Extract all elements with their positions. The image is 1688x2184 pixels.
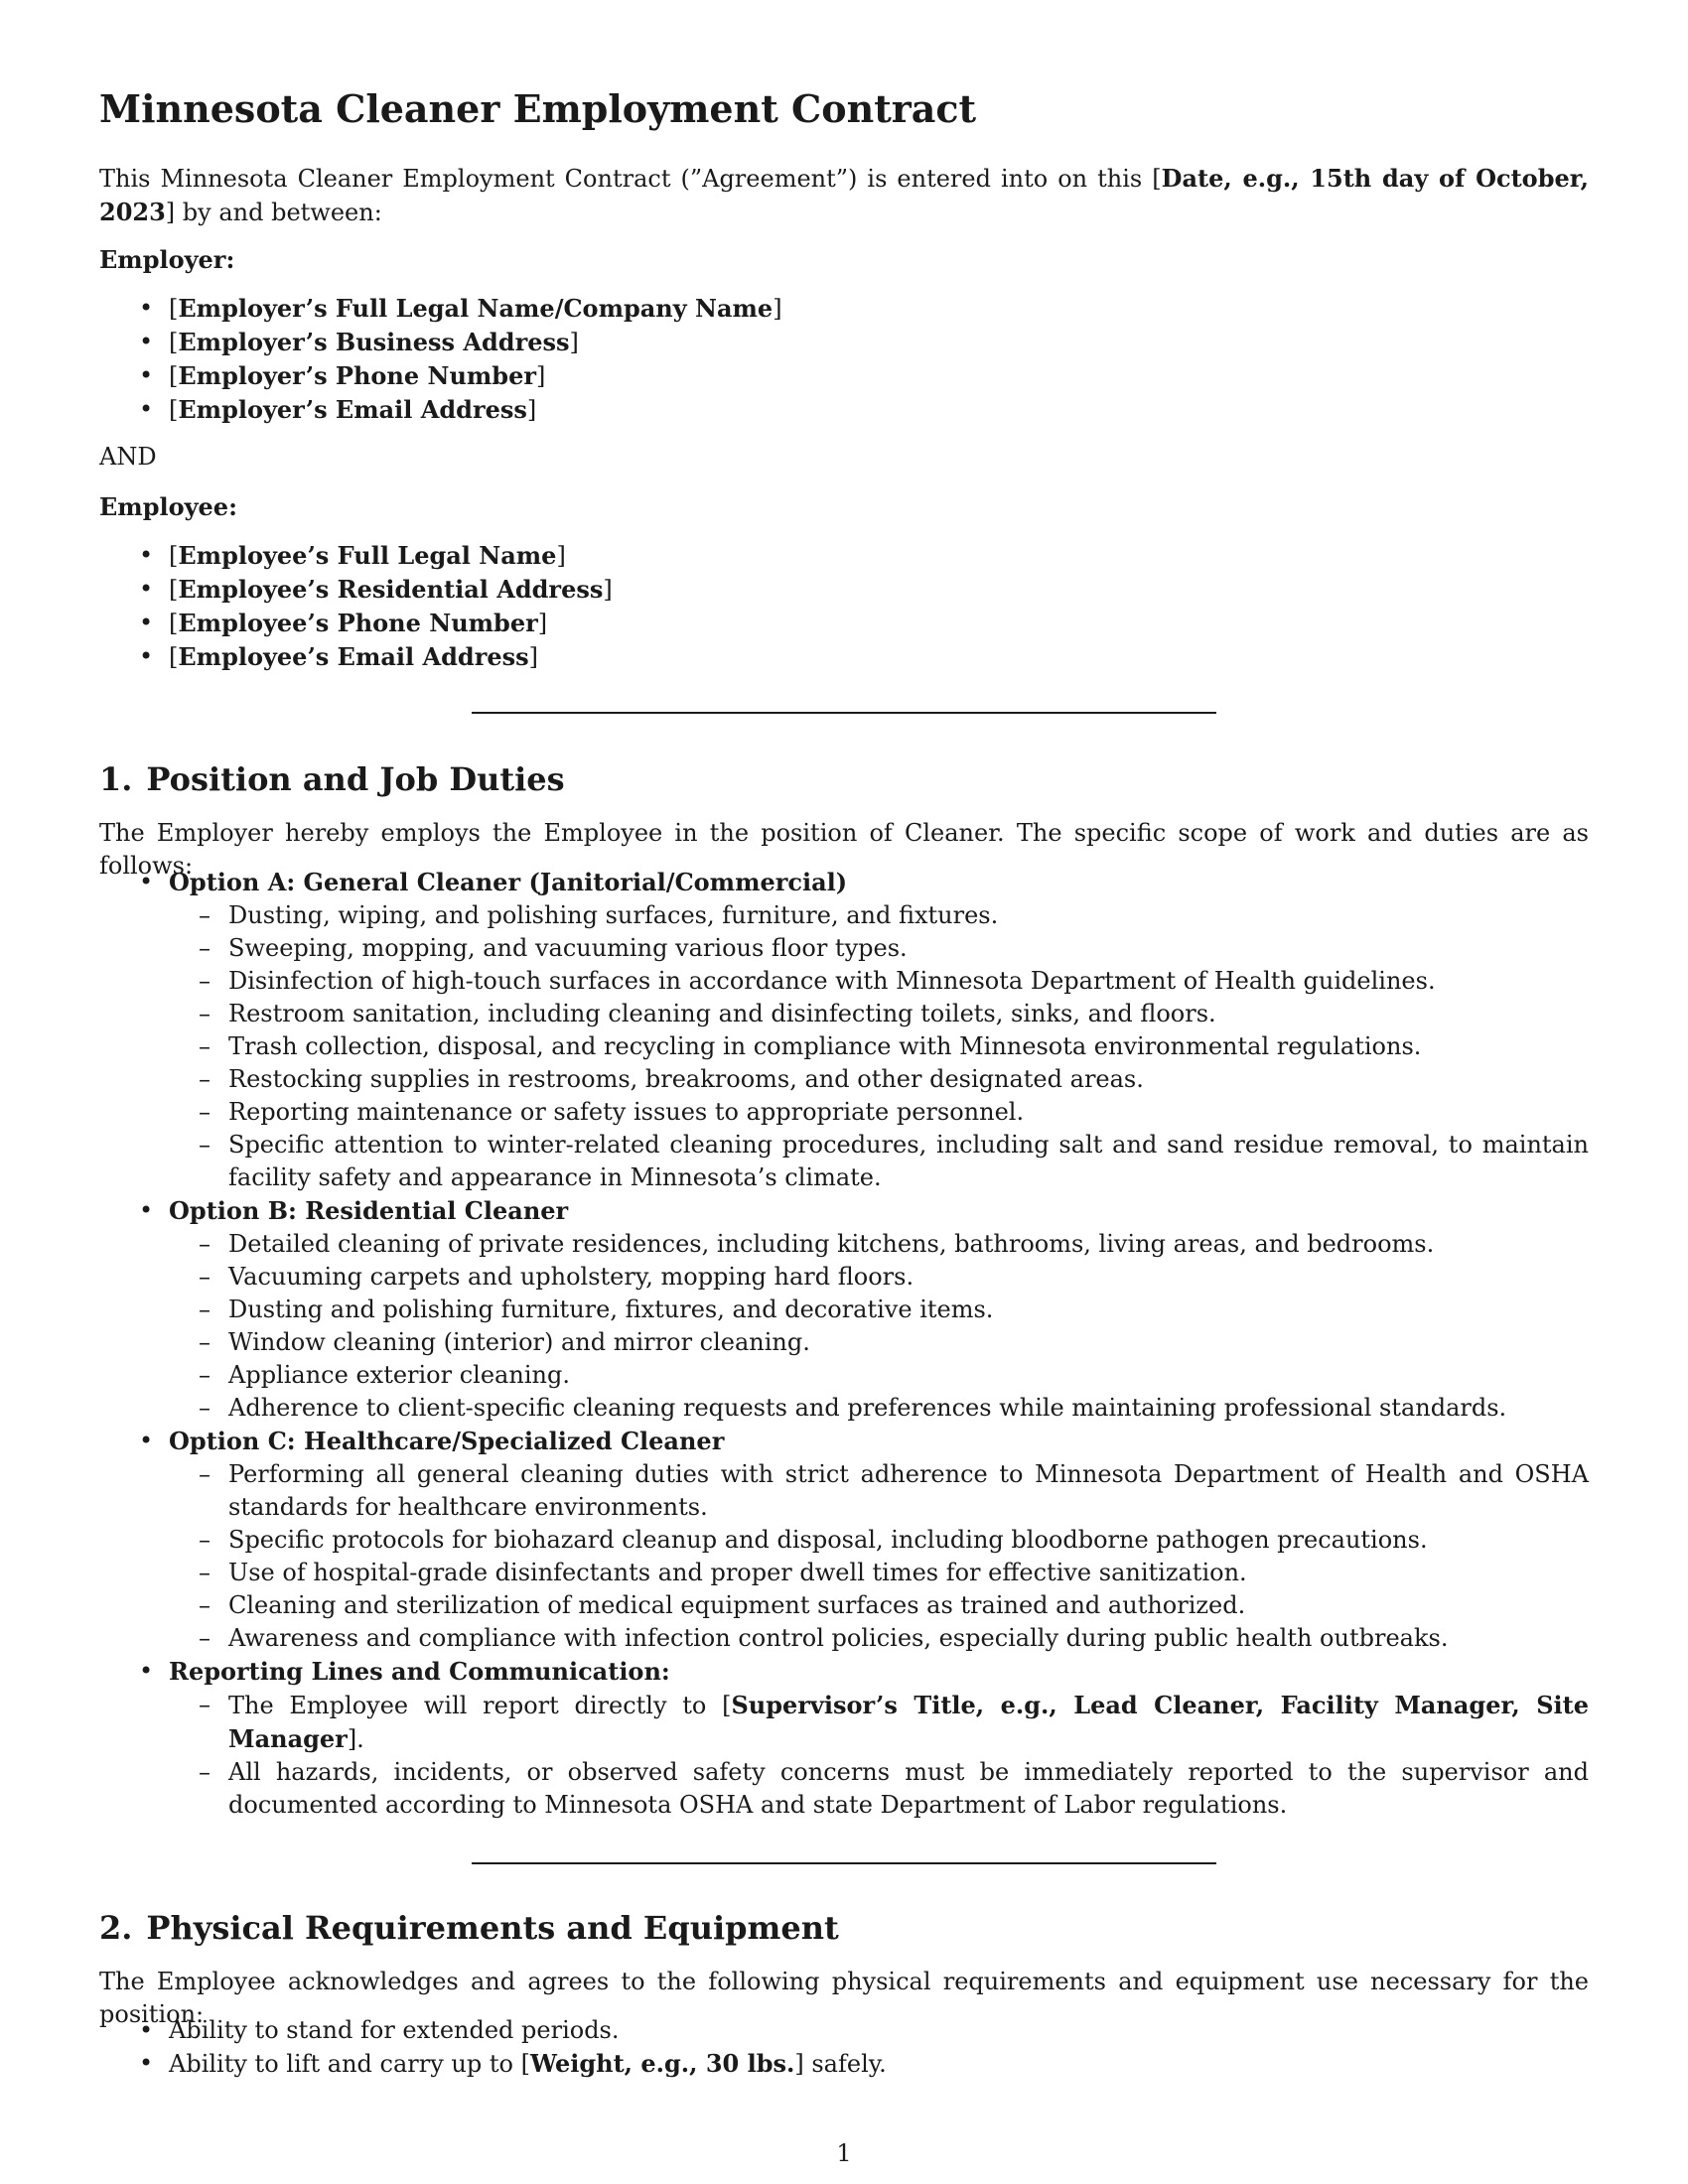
reporting-items [169, 1689, 1589, 1822]
employee-address-placeholder: Employee’s Residential Address [178, 575, 604, 604]
list-item [99, 2047, 1589, 2081]
intro-text-after: ] by and between: [165, 199, 382, 226]
list-item: – Performing all general cleaning duties with strict adherence to Minnesota Department of Health and OSHA standards for healthcare environments. [169, 1458, 1589, 1524]
option-heading: Option C: Healthcare/Specialized Cleaner [169, 1427, 725, 1455]
section-number: 1. [99, 760, 133, 798]
employer-label: Employer: [99, 245, 235, 274]
employee-phone-placeholder: Employee’s Phone Number [178, 609, 538, 637]
list-item [169, 1689, 1589, 1756]
option-heading: Option A: General Cleaner (Janitorial/Commercial) [169, 868, 848, 896]
list-item: • [Employer’s Email Address] [99, 393, 1589, 427]
section-2-heading [99, 1907, 839, 1949]
employer-email-placeholder: Employer’s Email Address [178, 395, 527, 424]
lift-text-before: Ability to lift and carry up to [ [169, 2050, 530, 2078]
duty-options-list [99, 866, 1589, 1822]
list-item: • [Employer’s Business Address] [99, 326, 1589, 359]
option-b [99, 1194, 1589, 1425]
divider [472, 1862, 1216, 1864]
option-heading: Option B: Residential Cleaner [169, 1196, 569, 1225]
section-title: Physical Requirements and Equipment [146, 1909, 839, 1947]
lift-text-after: ] safely. [794, 2050, 887, 2078]
employee-fields [99, 539, 1589, 674]
list-item: • [Employee’s Full Legal Name] [99, 539, 1589, 573]
date-placeholder: Date, e.g., 15th day of October, 2023 [99, 164, 1589, 226]
list-item: • Ability to stand for extended periods. [99, 2014, 1589, 2047]
employer-phone-placeholder: Employer’s Phone Number [178, 361, 536, 390]
list-item: • [Employee’s Phone Number] [99, 607, 1589, 640]
option-a-duties [169, 899, 1589, 1194]
list-item: – Dusting and polishing furniture, fixtures, and decorative items. [169, 1294, 1589, 1326]
list-item: – Awareness and compliance with infection control policies, especially during public health outbreaks. [169, 1622, 1589, 1655]
list-item: • [Employee’s Residential Address] [99, 573, 1589, 607]
reporting-text-before: The Employee will report directly to [ [228, 1692, 732, 1719]
employee-email-placeholder: Employee’s Email Address [178, 642, 529, 671]
and-text: AND [99, 443, 157, 471]
physical-requirements-list [99, 2014, 1589, 2081]
list-item: – Detailed cleaning of private residences, including kitchens, bathrooms, living areas, and bedrooms. [169, 1228, 1589, 1261]
section-title: Position and Job Duties [146, 760, 565, 798]
list-item: – Trash collection, disposal, and recycling in compliance with Minnesota environmental regulations. [169, 1030, 1589, 1063]
list-item: – All hazards, incidents, or observed safety concerns must be immediately reported to the supervisor and documented according to Minnesota OSHA and state Department of Labor regulations. [169, 1756, 1589, 1822]
employer-fields [99, 292, 1589, 427]
weight-placeholder: Weight, e.g., 30 lbs. [529, 2049, 795, 2078]
list-item: – Specific attention to winter-related cleaning procedures, including salt and sand residue removal, to maintain facility safety and appearance in Minnesota’s climate. [169, 1129, 1589, 1194]
option-c-duties [169, 1458, 1589, 1655]
list-item: – Dusting, wiping, and polishing surfaces, furniture, and fixtures. [169, 899, 1589, 932]
employee-name-placeholder: Employee’s Full Legal Name [178, 541, 557, 570]
section-2-intro: The Employee acknowledges and agrees to the following physical requirements and equipment use necessary for the position: [99, 1968, 1589, 2028]
section-1-heading [99, 758, 565, 800]
list-item: – Reporting maintenance or safety issues to appropriate personnel. [169, 1096, 1589, 1129]
employer-address-placeholder: Employer’s Business Address [178, 328, 570, 356]
intro-text-before: This Minnesota Cleaner Employment Contract (”Agreement”) is entered into on this [ [99, 165, 1162, 193]
section-1-intro: The Employer hereby employs the Employee in the position of Cleaner. The specific scope of work and duties are as follows: [99, 819, 1589, 880]
option-c [99, 1425, 1589, 1655]
list-item: – Disinfection of high-touch surfaces in accordance with Minnesota Department of Health guidelines. [169, 965, 1589, 998]
list-item: – Vacuuming carpets and upholstery, mopping hard floors. [169, 1261, 1589, 1294]
list-item: – Restocking supplies in restrooms, breakrooms, and other designated areas. [169, 1063, 1589, 1096]
document-title: Minnesota Cleaner Employment Contract [99, 86, 977, 131]
section-number: 2. [99, 1909, 133, 1947]
list-item: – Sweeping, mopping, and vacuuming various floor types. [169, 932, 1589, 965]
list-item: – Specific protocols for biohazard cleanup and disposal, including bloodborne pathogen precautions. [169, 1524, 1589, 1557]
list-item: • [Employer’s Phone Number] [99, 359, 1589, 393]
reporting-heading: Reporting Lines and Communication: [169, 1657, 670, 1686]
list-item: • [Employee’s Email Address] [99, 640, 1589, 674]
list-item: – Appliance exterior cleaning. [169, 1359, 1589, 1392]
divider [472, 712, 1216, 714]
list-item: – Restroom sanitation, including cleaning and disinfecting toilets, sinks, and floors. [169, 998, 1589, 1030]
employee-label: Employee: [99, 492, 237, 521]
employer-name-placeholder: Employer’s Full Legal Name/Company Name [178, 294, 774, 323]
reporting-text-after: ]. [347, 1725, 364, 1753]
option-b-duties [169, 1228, 1589, 1425]
list-item: – Use of hospital-grade disinfectants and proper dwell times for effective sanitization. [169, 1557, 1589, 1589]
list-item: • [Employer’s Full Legal Name/Company Name] [99, 292, 1589, 326]
list-item: – Window cleaning (interior) and mirror cleaning. [169, 1326, 1589, 1359]
reporting-lines [99, 1655, 1589, 1822]
list-item: – Adherence to client-specific cleaning requests and preferences while maintaining professional standards. [169, 1392, 1589, 1425]
option-a [99, 866, 1589, 1194]
page-number: 1 [836, 2139, 852, 2167]
supervisor-placeholder: Supervisor’s Title, e.g., Lead Cleaner, Facility Manager, Site Manager [228, 1691, 1589, 1753]
list-item: – Cleaning and sterilization of medical equipment surfaces as trained and authorized. [169, 1589, 1589, 1622]
intro-paragraph [99, 162, 1589, 229]
